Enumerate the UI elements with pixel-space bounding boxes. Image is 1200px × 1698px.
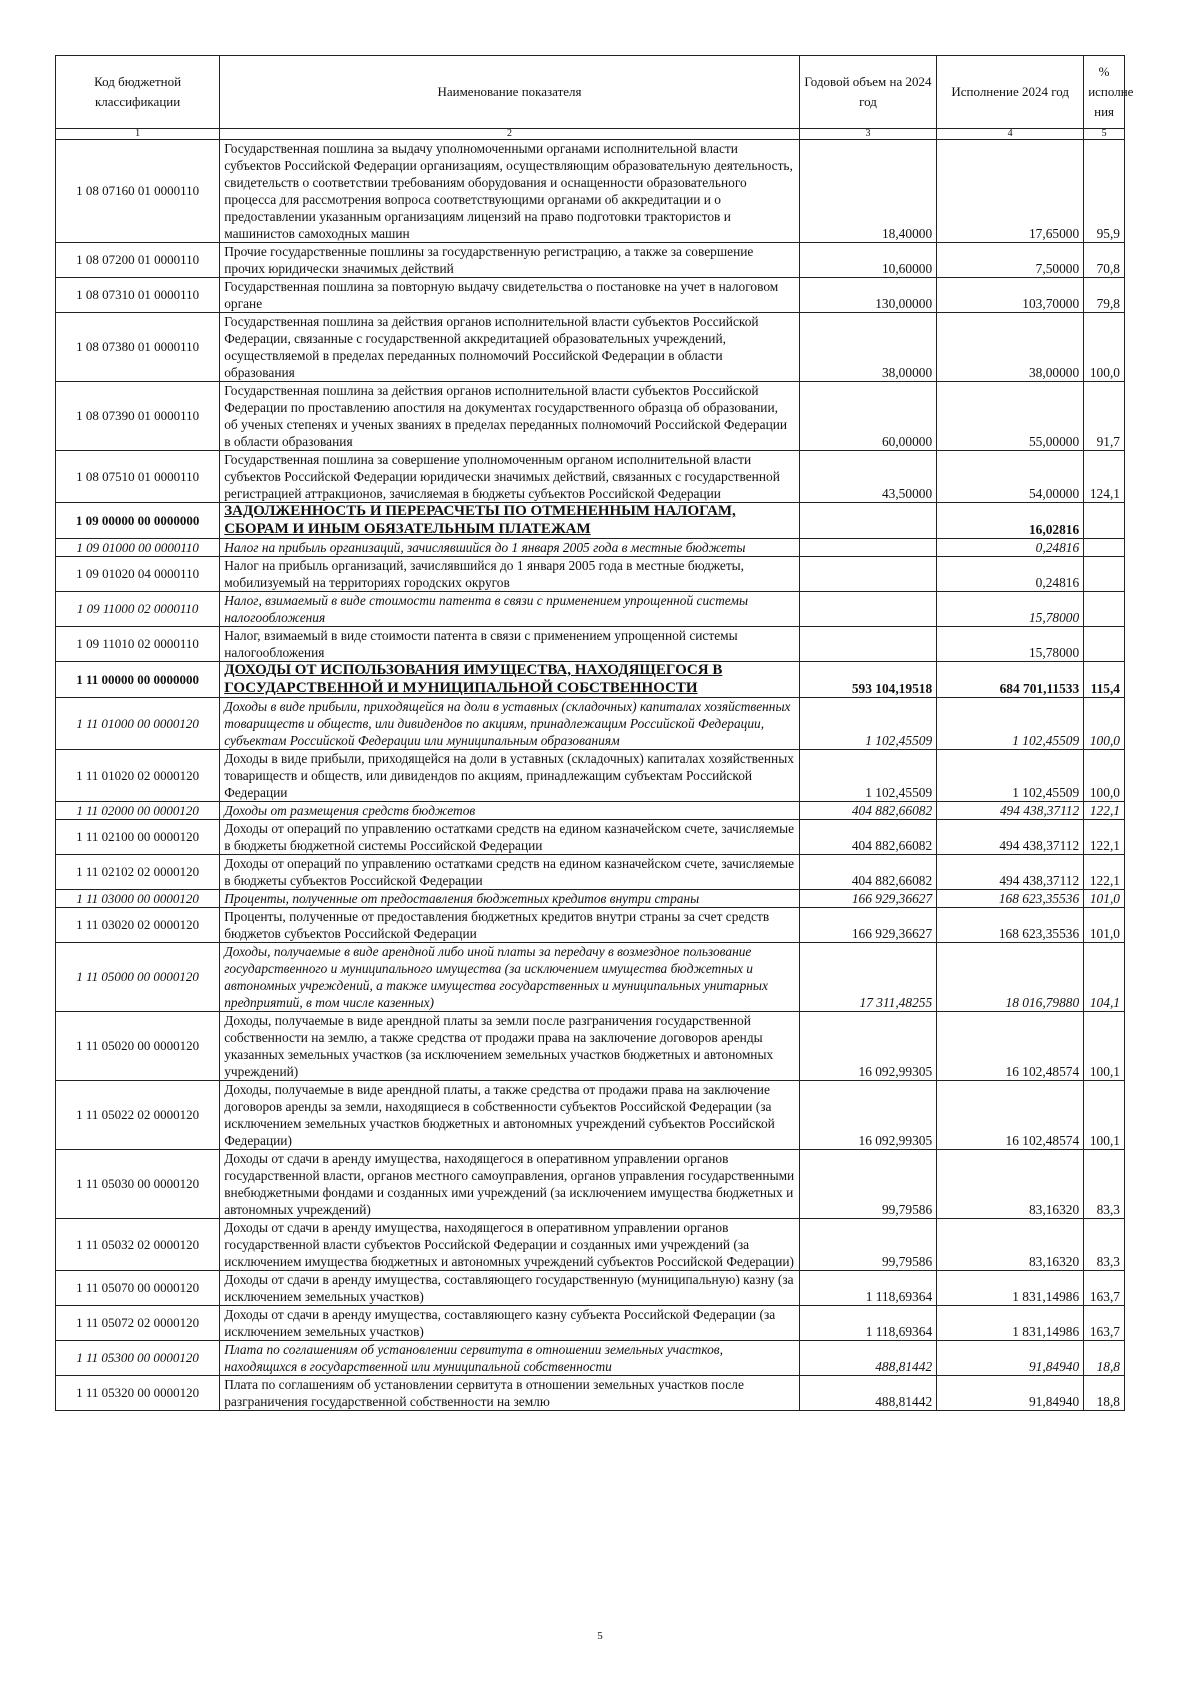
plan-value: 488,81442: [799, 1376, 936, 1411]
indicator-name: Государственная пошлина за выдачу уполномоченными органами исполнительной власти субъектов Российской Федерации организациям, осуществляющим образовательную деятельность, свидетельств о соответствии требованиям оборудования и оснащенности образовательного процесса для рассмотрения вопроса соответствующими органами об аккредитации и о предоставлении указанным организациям лицензий на право подготовки трактористов и машинистов самоходных машин: [220, 140, 800, 243]
budget-code: 1 11 05020 00 0000120: [56, 1012, 220, 1081]
percent-value: [1084, 503, 1125, 539]
execution-value: 1 102,45509: [937, 698, 1084, 750]
budget-code: 1 11 03000 00 0000120: [56, 890, 220, 908]
indicator-name: Государственная пошлина за действия органов исполнительной власти субъектов Российской Федерации по проставлению апостиля на документах государственного образца об образовании, об ученых степенях и ученых званиях в пределах переданных полномочий Российской Федерации в области образования: [220, 382, 800, 451]
execution-value: 16,02816: [937, 503, 1084, 539]
table-row: [56, 451, 1125, 503]
table-row: [56, 750, 1125, 802]
percent-value: 18,8: [1084, 1376, 1125, 1411]
table-row: [56, 140, 1125, 243]
percent-value: 122,1: [1084, 802, 1125, 820]
indicator-name: Налог, взимаемый в виде стоимости патента в связи с применением упрощенной системы налогообложения: [220, 592, 800, 627]
budget-table: [55, 55, 1134, 1411]
table-row: [56, 890, 1125, 908]
table-row: [56, 278, 1125, 313]
percent-value: 100,0: [1084, 698, 1125, 750]
budget-code: 1 09 00000 00 0000000: [56, 503, 220, 539]
column-number: 4: [937, 129, 1084, 140]
table-row: [56, 243, 1125, 278]
table-row: [56, 313, 1125, 382]
indicator-name: Доходы, получаемые в виде арендной платы, а также средства от продажи права на заключение договоров аренды за земли, находящиеся в собственности субъектов Российской Федерации (за исключением земельных участков бюджетных и автономных учреждений субъектов Российской Федерации): [220, 1081, 800, 1150]
plan-value: 60,00000: [799, 382, 936, 451]
indicator-name: Проценты, полученные от предоставления бюджетных кредитов внутри страны за счет средств бюджетов субъектов Российской Федерации: [220, 908, 800, 943]
indicator-name: Доходы от сдачи в аренду имущества, составляющего казну субъекта Российской Федерации (за исключением земельных участков): [220, 1306, 800, 1341]
budget-code: 1 11 05300 00 0000120: [56, 1341, 220, 1376]
indicator-name: Плата по соглашениям об установлении сервитута в отношении земельных участков после разграничения государственной собственности на землю: [220, 1376, 800, 1411]
percent-value: 124,1: [1084, 451, 1125, 503]
indicator-name: Государственная пошлина за совершение уполномоченным органом исполнительной власти субъектов Российской Федерации юридически значимых действий, связанных с государственной регистрацией аттракционов, зачисляемая в бюджеты субъектов Российской Федерации: [220, 451, 800, 503]
budget-code: 1 11 02102 02 0000120: [56, 855, 220, 890]
table-row: [56, 908, 1125, 943]
table-row: [56, 943, 1125, 1012]
percent-value: [1084, 592, 1125, 627]
plan-value: 488,81442: [799, 1341, 936, 1376]
column-number: 3: [799, 129, 936, 140]
plan-value: 16 092,99305: [799, 1081, 936, 1150]
budget-code: 1 11 05000 00 0000120: [56, 943, 220, 1012]
execution-value: 7,50000: [937, 243, 1084, 278]
execution-value: 494 438,37112: [937, 802, 1084, 820]
plan-value: 10,60000: [799, 243, 936, 278]
table-row: [56, 1219, 1125, 1271]
budget-code: 1 09 11000 02 0000110: [56, 592, 220, 627]
table-row: [56, 855, 1125, 890]
indicator-name: Доходы от сдачи в аренду имущества, находящегося в оперативном управлении органов государственной власти субъектов Российской Федерации и созданных ими учреждений (за исключением имущества бюджетных и автономных учреждений субъектов Российской Федерации): [220, 1219, 800, 1271]
plan-value: 38,00000: [799, 313, 936, 382]
indicator-name: Налог на прибыль организаций, зачислявшийся до 1 января 2005 года в местные бюджеты, мобилизуемый на территориях городских округов: [220, 557, 800, 592]
percent-value: 100,0: [1084, 313, 1125, 382]
execution-value: 684 701,11533: [937, 662, 1084, 698]
table-row: [56, 1150, 1125, 1219]
percent-value: 79,8: [1084, 278, 1125, 313]
execution-value: 1 831,14986: [937, 1306, 1084, 1341]
plan-value: 130,00000: [799, 278, 936, 313]
indicator-name: Доходы от операций по управлению остатками средств на едином казначейском счете, зачисляемые в бюджеты субъектов Российской Федерации: [220, 855, 800, 890]
table-row: [56, 1271, 1125, 1306]
budget-code: 1 11 01020 02 0000120: [56, 750, 220, 802]
execution-value: 1 831,14986: [937, 1271, 1084, 1306]
budget-code: 1 11 05022 02 0000120: [56, 1081, 220, 1150]
percent-value: [1084, 539, 1125, 557]
table-row: [56, 802, 1125, 820]
column-number: 2: [220, 129, 800, 140]
table-row: [56, 698, 1125, 750]
execution-value: 15,78000: [937, 627, 1084, 662]
execution-value: 0,24816: [937, 539, 1084, 557]
percent-value: 104,1: [1084, 943, 1125, 1012]
table-row: [56, 1341, 1125, 1376]
percent-value: 163,7: [1084, 1306, 1125, 1341]
plan-value: [799, 557, 936, 592]
percent-value: 18,8: [1084, 1341, 1125, 1376]
execution-value: 38,00000: [937, 313, 1084, 382]
execution-value: 494 438,37112: [937, 855, 1084, 890]
table-row: [56, 662, 1125, 698]
plan-value: [799, 503, 936, 539]
plan-value: 17 311,48255: [799, 943, 936, 1012]
percent-value: 95,9: [1084, 140, 1125, 243]
execution-value: 18 016,79880: [937, 943, 1084, 1012]
execution-value: 15,78000: [937, 592, 1084, 627]
indicator-name: Налог на прибыль организаций, зачислявшийся до 1 января 2005 года в местные бюджеты: [220, 539, 800, 557]
table-row: [56, 503, 1125, 539]
page-number: 5: [597, 1630, 603, 1642]
indicator-name: ЗАДОЛЖЕННОСТЬ И ПЕРЕРАСЧЕТЫ ПО ОТМЕНЕННЫМ НАЛОГАМ, СБОРАМ И ИНЫМ ОБЯЗАТЕЛЬНЫМ ПЛАТЕЖАМ: [220, 503, 800, 539]
budget-sheet: [55, 55, 1134, 1411]
execution-value: 83,16320: [937, 1219, 1084, 1271]
header-name: Наименование показателя: [220, 56, 800, 129]
budget-code: 1 11 00000 00 0000000: [56, 662, 220, 698]
plan-value: [799, 539, 936, 557]
indicator-name: Доходы от сдачи в аренду имущества, составляющего государственную (муниципальную) казну (за исключением земельных участков): [220, 1271, 800, 1306]
table-body: [56, 140, 1125, 1411]
percent-value: [1084, 627, 1125, 662]
indicator-name: Плата по соглашениям об установлении сервитута в отношении земельных участков, находящихся в государственной или муниципальной собственности: [220, 1341, 800, 1376]
plan-value: 166 929,36627: [799, 890, 936, 908]
header-row: [56, 56, 1125, 129]
table-row: [56, 820, 1125, 855]
header-code: Код бюджетной классификации: [56, 56, 220, 129]
table-row: [56, 382, 1125, 451]
plan-value: 593 104,19518: [799, 662, 936, 698]
execution-value: 16 102,48574: [937, 1012, 1084, 1081]
budget-code: 1 11 05072 02 0000120: [56, 1306, 220, 1341]
execution-value: 494 438,37112: [937, 820, 1084, 855]
budget-code: 1 11 03020 02 0000120: [56, 908, 220, 943]
budget-code: 1 11 05032 02 0000120: [56, 1219, 220, 1271]
indicator-name: Доходы, получаемые в виде арендной либо иной платы за передачу в возмездное пользование государственного и муниципального имущества (за исключением имущества бюджетных и автономных учреждений, а также имущества государственных и муниципальных унитарных предприятий, в том числе казенных): [220, 943, 800, 1012]
header-plan: Годовой объем на 2024 год: [799, 56, 936, 129]
plan-value: [799, 627, 936, 662]
indicator-name: Государственная пошлина за повторную выдачу свидетельства о постановке на учет в налоговом органе: [220, 278, 800, 313]
budget-code: 1 08 07390 01 0000110: [56, 382, 220, 451]
plan-value: 1 102,45509: [799, 698, 936, 750]
indicator-name: Прочие государственные пошлины за государственную регистрацию, а также за совершение прочих юридически значимых действий: [220, 243, 800, 278]
budget-code: 1 11 01000 00 0000120: [56, 698, 220, 750]
indicator-name: Государственная пошлина за действия органов исполнительной власти субъектов Российской Федерации, связанные с государственной аккредитацией образовательных учреждений, осуществляемой в пределах переданных полномочий Российской Федерации в области образования: [220, 313, 800, 382]
table-row: [56, 1306, 1125, 1341]
column-number: 1: [56, 129, 220, 140]
percent-value: 70,8: [1084, 243, 1125, 278]
indicator-name: Доходы от размещения средств бюджетов: [220, 802, 800, 820]
percent-value: 122,1: [1084, 855, 1125, 890]
plan-value: 1 102,45509: [799, 750, 936, 802]
percent-value: 163,7: [1084, 1271, 1125, 1306]
indicator-name: Доходы от операций по управлению остатками средств на едином казначейском счете, зачисляемые в бюджеты бюджетной системы Российской Федерации: [220, 820, 800, 855]
plan-value: 1 118,69364: [799, 1306, 936, 1341]
budget-code: 1 09 01000 00 0000110: [56, 539, 220, 557]
budget-code: 1 11 05070 00 0000120: [56, 1271, 220, 1306]
budget-code: 1 08 07200 01 0000110: [56, 243, 220, 278]
table-row: [56, 627, 1125, 662]
execution-value: 91,84940: [937, 1376, 1084, 1411]
indicator-name: ДОХОДЫ ОТ ИСПОЛЬЗОВАНИЯ ИМУЩЕСТВА, НАХОДЯЩЕГОСЯ В ГОСУДАРСТВЕННОЙ И МУНИЦИПАЛЬНОЙ СОБСТВЕННОСТИ: [220, 662, 800, 698]
execution-value: 16 102,48574: [937, 1081, 1084, 1150]
indicator-name: Проценты, полученные от предоставления бюджетных кредитов внутри страны: [220, 890, 800, 908]
percent-value: 91,7: [1084, 382, 1125, 451]
execution-value: 17,65000: [937, 140, 1084, 243]
table-row: [56, 539, 1125, 557]
percent-value: 83,3: [1084, 1150, 1125, 1219]
budget-code: 1 09 11010 02 0000110: [56, 627, 220, 662]
execution-value: 103,70000: [937, 278, 1084, 313]
plan-value: 16 092,99305: [799, 1012, 936, 1081]
budget-code: 1 11 05030 00 0000120: [56, 1150, 220, 1219]
budget-code: 1 08 07310 01 0000110: [56, 278, 220, 313]
execution-value: 83,16320: [937, 1150, 1084, 1219]
percent-value: [1084, 557, 1125, 592]
table-row: [56, 592, 1125, 627]
table-row: [56, 1081, 1125, 1150]
plan-value: 43,50000: [799, 451, 936, 503]
budget-code: 1 11 02000 00 0000120: [56, 802, 220, 820]
table-row: [56, 1376, 1125, 1411]
table-row: [56, 557, 1125, 592]
column-number: 5: [1084, 129, 1125, 140]
execution-value: 91,84940: [937, 1341, 1084, 1376]
header-execution: Исполнение 2024 год: [937, 56, 1084, 129]
plan-value: [799, 592, 936, 627]
execution-value: 0,24816: [937, 557, 1084, 592]
indicator-name: Налог, взимаемый в виде стоимости патента в связи с применением упрощенной системы налогообложения: [220, 627, 800, 662]
percent-value: 115,4: [1084, 662, 1125, 698]
percent-value: 83,3: [1084, 1219, 1125, 1271]
budget-code: 1 11 02100 00 0000120: [56, 820, 220, 855]
percent-value: 101,0: [1084, 908, 1125, 943]
percent-value: 122,1: [1084, 820, 1125, 855]
plan-value: 1 118,69364: [799, 1271, 936, 1306]
execution-value: 168 623,35536: [937, 908, 1084, 943]
plan-value: 404 882,66082: [799, 855, 936, 890]
plan-value: 404 882,66082: [799, 802, 936, 820]
budget-code: 1 09 01020 04 0000110: [56, 557, 220, 592]
plan-value: 18,40000: [799, 140, 936, 243]
percent-value: 100,0: [1084, 750, 1125, 802]
header-percent: % исполне ния: [1084, 56, 1125, 129]
execution-value: 54,00000: [937, 451, 1084, 503]
plan-value: 404 882,66082: [799, 820, 936, 855]
execution-value: 55,00000: [937, 382, 1084, 451]
execution-value: 168 623,35536: [937, 890, 1084, 908]
execution-value: 1 102,45509: [937, 750, 1084, 802]
budget-code: 1 08 07160 01 0000110: [56, 140, 220, 243]
percent-value: 100,1: [1084, 1012, 1125, 1081]
indicator-name: Доходы, получаемые в виде арендной платы за земли после разграничения государственной собственности на землю, а также средства от продажи права на заключение договоров аренды указанных земельных участков (за исключением земельных участков бюджетных и автономных учреждений): [220, 1012, 800, 1081]
budget-code: 1 11 05320 00 0000120: [56, 1376, 220, 1411]
plan-value: 99,79586: [799, 1219, 936, 1271]
budget-code: 1 08 07380 01 0000110: [56, 313, 220, 382]
table-row: [56, 1012, 1125, 1081]
indicator-name: Доходы от сдачи в аренду имущества, находящегося в оперативном управлении органов государственной власти, органов местного самоуправления, органов управления государственными внебюджетными фондами и созданных ими учреждений (за исключением имущества бюджетных и автономных учреждений): [220, 1150, 800, 1219]
percent-value: 100,1: [1084, 1081, 1125, 1150]
budget-code: 1 08 07510 01 0000110: [56, 451, 220, 503]
indicator-name: Доходы в виде прибыли, приходящейся на доли в уставных (складочных) капиталах хозяйственных товариществ и обществ, или дивидендов по акциям, принадлежащим Российской Федерации, субъектам Российской Федерации или муниципальным образованиям: [220, 698, 800, 750]
plan-value: 166 929,36627: [799, 908, 936, 943]
plan-value: 99,79586: [799, 1150, 936, 1219]
column-number-row: [56, 129, 1125, 140]
indicator-name: Доходы в виде прибыли, приходящейся на доли в уставных (складочных) капиталах хозяйственных товариществ и обществ, или дивидендов по акциям, принадлежащим субъектам Российской Федерации: [220, 750, 800, 802]
percent-value: 101,0: [1084, 890, 1125, 908]
